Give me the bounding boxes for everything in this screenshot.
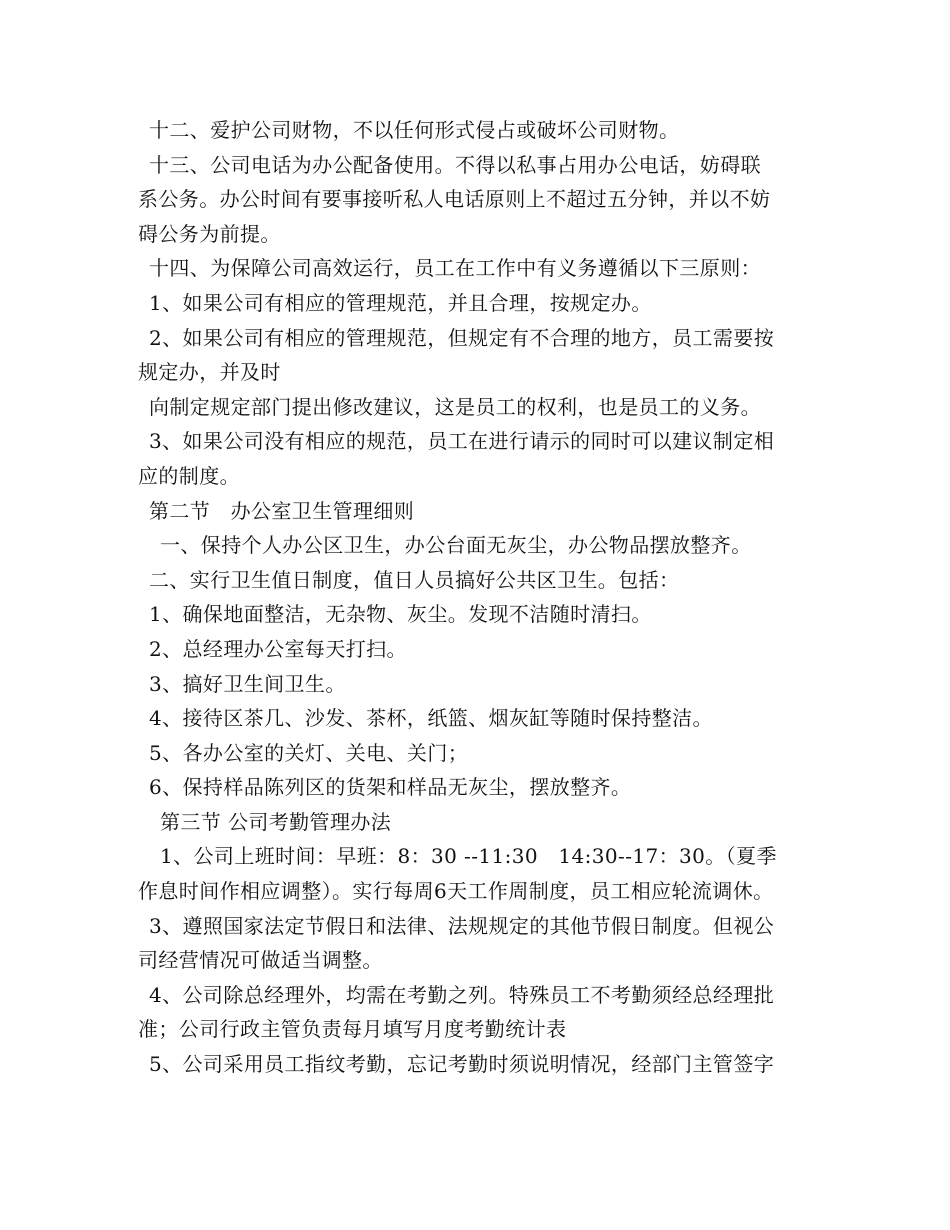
paragraph-line: 一、保持个人办公区卫生，办公台面无灰尘，办公物品摆放整齐。: [160, 533, 752, 558]
list-item: 2、总经理办公室每天打扫。: [149, 636, 407, 661]
section-heading: 第三节 公司考勤管理办法: [160, 809, 392, 834]
paragraph-line: 向制定规定部门提出修改建议，这是员工的权利，也是员工的义务。: [149, 394, 761, 419]
list-item: 6、保持样品陈列区的货架和样品无灰尘，摆放整齐。: [149, 775, 632, 800]
list-item: 3、遵照国家法定节假日和法律、法规规定的其他节假日制度。但视公: [149, 913, 775, 938]
list-item: 3、搞好卫生间卫生。: [149, 671, 346, 696]
list-item: 4、公司除总经理外，均需在考勤之列。特殊员工不考勤须经总经理批: [149, 982, 775, 1007]
list-item: 4、接待区茶几、沙发、茶杯，纸篮、烟灰缸等随时保持整洁。: [149, 706, 713, 731]
document-body: [138, 113, 828, 1082]
list-item: 1、如果公司有相应的管理规范，并且合理，按规定办。: [149, 290, 652, 315]
list-item: 3、如果公司没有相应的规范，员工在进行请示的同时可以建议制定相: [149, 429, 775, 454]
paragraph-line: 应的制度。: [138, 463, 240, 488]
paragraph-line: 作息时间作相应调整）。实行每周6天工作周制度，员工相应轮流调休。: [138, 879, 774, 904]
paragraph-line: 系公务。办公时间有要事接听私人电话原则上不超过五分钟，并以不妨: [138, 187, 771, 212]
paragraph-line: 十四、为保障公司高效运行，员工在工作中有义务遵循以下三原则：: [149, 256, 761, 281]
paragraph-line: 碍公务为前提。: [138, 221, 281, 246]
paragraph-line: 二、实行卫生值日制度，值日人员搞好公共区卫生。包括：: [149, 567, 680, 592]
paragraph-line: 十二、爱护公司财物，不以任何形式侵占或破坏公司财物。: [149, 118, 680, 142]
section-heading: 第二节 办公室卫生管理细则: [149, 498, 415, 523]
list-item: 1、确保地面整洁，无杂物、灰尘。发现不洁随时清扫。: [149, 602, 652, 627]
paragraph-line: 规定办，并及时: [138, 360, 281, 385]
list-item: 2、如果公司有相应的管理规范，但规定有不合理的地方，员工需要按: [149, 325, 775, 350]
list-item: 1、公司上班时间：早班：8：30 --11:30 14:30--17：30。（夏季: [160, 844, 777, 869]
list-item: 5、公司采用员工指纹考勤，忘记考勤时须说明情况，经部门主管签字: [149, 1052, 775, 1077]
paragraph-line: 司经营情况可做适当调整。: [138, 948, 383, 973]
paragraph-line: 十三、公司电话为办公配备使用。不得以私事占用办公电话，妨碍联: [149, 152, 761, 177]
paragraph-line: 准；公司行政主管负责每月填写月度考勤统计表: [138, 1017, 567, 1042]
list-item: 5、各办公室的关灯、关电、关门；: [149, 740, 469, 765]
